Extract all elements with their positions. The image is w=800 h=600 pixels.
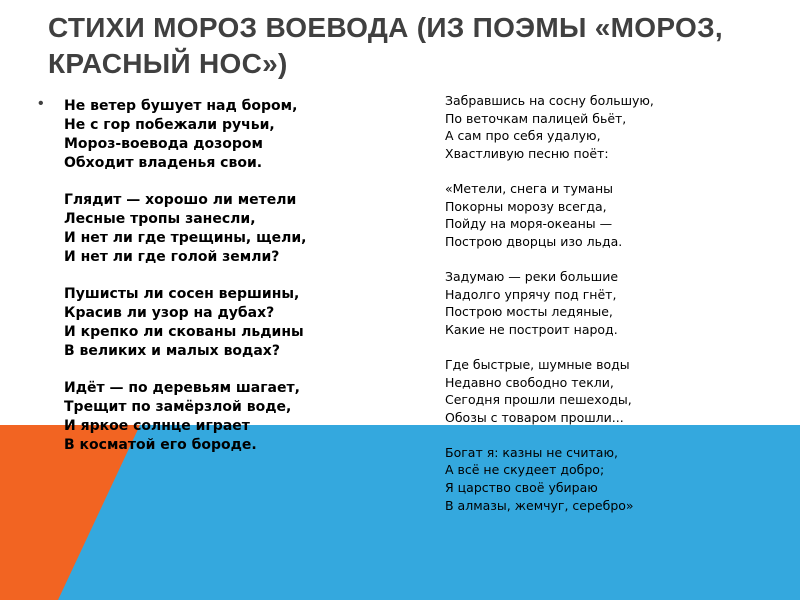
poem-line: Пойду на моря-океаны — [445, 216, 613, 232]
poem-line: Какие не построит народ. [445, 321, 618, 337]
stanza [64, 97, 378, 173]
poem-line: Где быстрые, шумные воды [445, 356, 630, 372]
stanza [445, 268, 775, 338]
poem-line: Обходит владенья свои. [64, 155, 263, 171]
poem-line: Построю дворцы изо льда. [445, 233, 623, 249]
stanza [445, 92, 775, 162]
poem-line: В алмазы, жемчуг, серебро» [445, 497, 634, 513]
poem-line: Обозы с товаром прошли... [445, 409, 624, 425]
left-poem-column [38, 97, 378, 473]
poem-line: А всё не скудеет добро; [445, 462, 605, 478]
slide-title: СТИХИ МОРОЗ ВОЕВОДА (ИЗ ПОЭМЫ «МОРОЗ, КРАСНЫЙ НОС») [48, 12, 723, 79]
poem-line: Недавно свободно текли, [445, 374, 614, 390]
poem-line: И нет ли где голой земли? [64, 249, 280, 265]
poem-line: По веточкам палицей бьёт, [445, 110, 627, 126]
stanza [64, 379, 378, 455]
poem-line: Не с гор побежали ручьи, [64, 117, 275, 133]
poem-line: Покорны морозу всегда, [445, 198, 607, 214]
poem-line: Лесные тропы занесли, [64, 211, 256, 227]
poem-line: Мороз-воевода дозором [64, 136, 263, 152]
poem-line: В великих и малых водах? [64, 343, 280, 359]
poem-line: Надолго упрячу под гнёт, [445, 286, 617, 302]
poem-line: Глядит — хорошо ли метели [64, 192, 297, 208]
bullet-point: • [38, 95, 44, 112]
stanza [445, 180, 775, 250]
stanza [64, 191, 378, 267]
poem-line: А сам про себя удалую, [445, 128, 601, 144]
poem-line: Красив ли узор на дубах? [64, 305, 275, 321]
poem-line: И нет ли где трещины, щели, [64, 230, 307, 246]
poem-line: Трещит по замёрзлой воде, [64, 399, 292, 415]
poem-line: Хвастливую песню поёт: [445, 145, 609, 161]
poem-line: Пушисты ли сосен вершины, [64, 286, 300, 302]
stanza [445, 356, 775, 426]
poem-line: Забравшись на сосну большую, [445, 93, 654, 108]
poem-line: И крепко ли скованы льдины [64, 324, 304, 340]
poem-line: Не ветер бушует над бором, [64, 98, 298, 114]
poem-line: Построю мосты ледяные, [445, 304, 613, 320]
poem-line: И яркое солнце играет [64, 418, 250, 434]
poem-line: Богат я: казны не считаю, [445, 444, 618, 460]
stanza [64, 285, 378, 361]
poem-line: «Метели, снега и туманы [445, 180, 613, 196]
poem-line: Я царство своё убираю [445, 480, 598, 496]
poem-line: В косматой его бороде. [64, 437, 257, 453]
right-poem [445, 92, 775, 532]
left-poem [64, 97, 378, 455]
poem-line: Идёт — по деревьям шагает, [64, 380, 300, 396]
stanza [445, 444, 775, 514]
poem-line: Сегодня прошли пешеходы, [445, 392, 632, 408]
poem-line: Задумаю — реки большие [445, 268, 619, 284]
